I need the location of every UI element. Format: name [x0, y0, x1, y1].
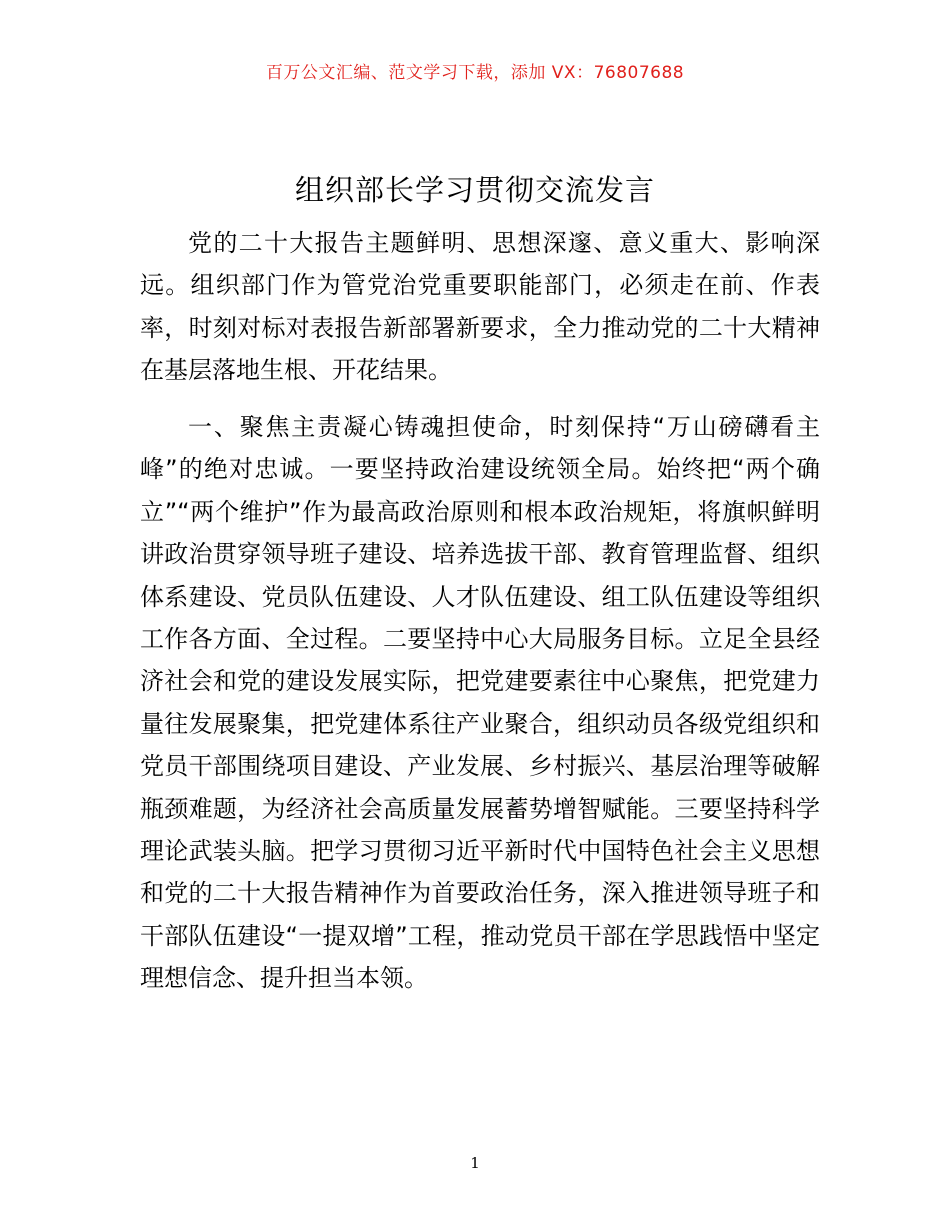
- header-banner: 百万公文汇编、范文学习下载，添加 VX：76807688: [265, 63, 685, 83]
- document-title: 组织部长学习贯彻交流发言: [294, 173, 655, 207]
- body-paragraph: 一、聚焦主责凝心铸魂担使命，时刻保持“万山磅礴看主峰”的绝对忠诚。一要坚持政治建设统领全局。始终把“两个确立”“两个维护”作为最高政治原则和根本政治规矩，将旗帜鲜明讲政治贯穿领导班子建设、培养选拔干部、教育管理监督、组织体系建设、党员队伍建设、人才队伍建设、组工队伍建设等组织工作各方面、全过程。二要坚持中心大局服务目标。立足全县经济社会和党的建设发展实际，把党建要素往中心聚焦，把党建力量往发展聚集，把党建体系往产业聚合，组织动员各级党组织和党员干部围绕项目建设、产业发展、乡村振兴、基层治理等破解瓶颈难题，为经济社会高质量发展蓄势增智赋能。三要坚持科学理论武装头脑。把学习贯彻习近平新时代中国特色社会主义思想和党的二十大报告精神作为首要政治任务，深入推进领导班子和干部队伍建设“一提双增”工程，推动党员干部在学思践悟中坚定理想信念、提升担当本领。: [140, 413, 820, 993]
- body-paragraph: 党的二十大报告主题鲜明、思想深邃、意义重大、影响深远。组织部门作为管党治党重要职能部门，必须走在前、作表率，时刻对标对表报告新部署新要求，全力推动党的二十大精神在基层落地生根、开花结果。: [140, 229, 820, 385]
- page-number: 1: [470, 1154, 480, 1172]
